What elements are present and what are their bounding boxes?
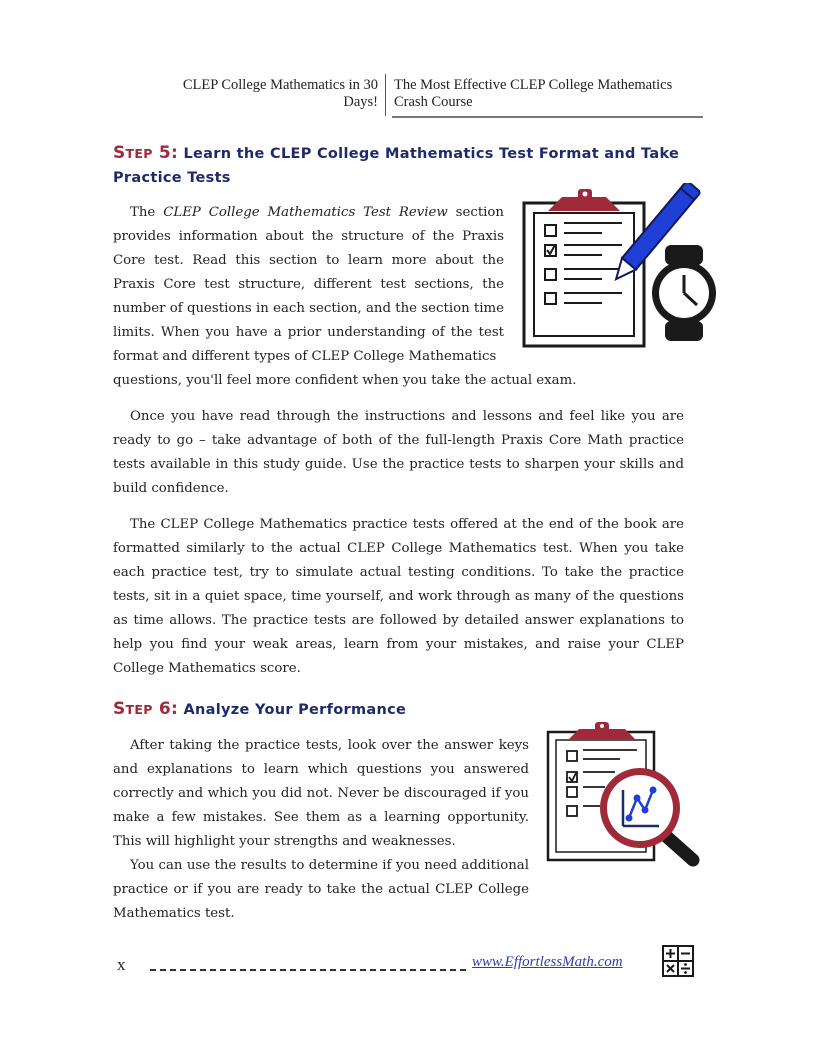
step5-paragraph-1-tail: questions, you'll feel more confident when you take the actual exam. (113, 373, 577, 388)
header-right-line1: The Most Effective CLEP College Mathematics (394, 77, 673, 93)
step6-paragraph-2: You can use the results to determine if you need additional practice or if you are ready to take the actual CLEP College Mathematics test. (113, 858, 529, 921)
page-number: x (117, 955, 126, 974)
step5-label: STEP 5: (113, 143, 179, 163)
step6-paragraph-1: After taking the practice tests, look over the answer keys and explanations to learn which questions you answered correctly and which you did not. Never be discouraged if you make a few mistakes. See them as a learning opportunity. This will highlight your strengths and weaknesses. (113, 738, 529, 849)
header-left-line1: CLEP College Mathematics in 30 (182, 77, 378, 93)
step6-label: STEP 6: (113, 699, 179, 719)
footer-dashed-rule (150, 969, 466, 971)
header-subtitle (394, 77, 714, 111)
header-book-title (140, 77, 378, 111)
clipboard-pencil-watch-icon (522, 183, 718, 348)
step6-title: Analyze Your Performance (183, 702, 407, 718)
footer-website-link[interactable]: www.EffortlessMath.com (472, 954, 623, 970)
step5-italic-title: CLEP College Mathematics Test Review (163, 205, 448, 220)
step6-heading (113, 697, 703, 722)
header-rule (392, 116, 703, 118)
step5-paragraph-3: The CLEP College Mathematics practice tests offered at the end of the book are formatted similarly to the actual CLEP College Mathematics test. When you take each practice test, try to simulate actual testing conditions. To take the practice tests, sit in a quiet space, time yourself, and work through as many of the questions as time allows. The practice tests are followed by detailed answer explanations to help you find your weak areas, learn from your mistakes, and raise your CLEP College Mathematics score. (113, 517, 684, 676)
step5-paragraph-2: Once you have read through the instructions and lessons and feel like you are ready to go – take advantage of both of the full-length Praxis Core Math practice tests available in this study guide. Use the practice tests to sharpen your skills and build confidence. (113, 409, 684, 496)
header-divider (385, 74, 386, 116)
calculator-icon (662, 945, 694, 977)
clipboard-magnifier-chart-icon (545, 720, 705, 870)
header-left-line2: Days! (343, 94, 378, 110)
header-right-line2: Crash Course (394, 94, 473, 110)
step5-title: Learn the CLEP College Mathematics Test Format and Take Practice Tests (113, 146, 680, 186)
step5-paragraph-1: The CLEP College Mathematics Test Review section provides information about the structure of the Praxis Core test. Read this section to learn more about the Praxis Core test structure, different test sections, the number of questions in each section, and the section time limits. When you have a prior understanding of the test format and different types of CLEP College Mathematics (113, 205, 504, 364)
